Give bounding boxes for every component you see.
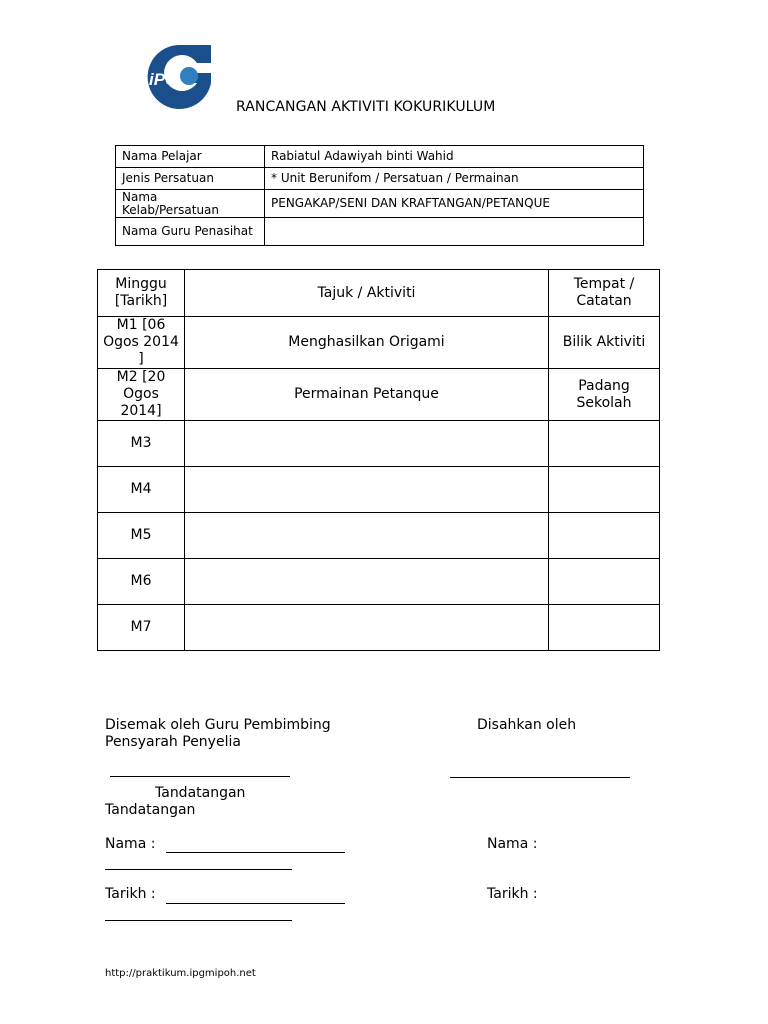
logo-text: iPG (149, 70, 179, 89)
week-cell: M3 (98, 421, 185, 467)
signature-line-right (450, 777, 630, 778)
place-cell (549, 421, 660, 467)
info-label: Nama Kelab/Persatuan (116, 190, 265, 218)
signature-label-left: Tandatangan (155, 785, 246, 801)
name-label-right: Nama : (487, 836, 538, 852)
week-cell: M1 [06 Ogos 2014 ] (98, 317, 185, 369)
info-value (265, 218, 644, 246)
place-cell (549, 559, 660, 605)
week-cell: M4 (98, 467, 185, 513)
week-cell: M5 (98, 513, 185, 559)
footer-url-link[interactable]: http://praktikum.ipgmipoh.net (105, 968, 256, 979)
info-row (116, 168, 644, 190)
week-cell: M6 (98, 559, 185, 605)
ipg-logo (147, 43, 213, 111)
activity-header-row (98, 270, 660, 317)
date-label-right: Tarikh : (487, 886, 538, 902)
activity-row (98, 317, 660, 369)
activity-row (98, 605, 660, 651)
week-cell: M7 (98, 605, 185, 651)
place-cell (549, 513, 660, 559)
activity-cell (185, 421, 549, 467)
info-row (116, 146, 644, 168)
signature-label-right: Tandatangan (105, 802, 196, 818)
activity-cell (185, 467, 549, 513)
info-row (116, 190, 644, 218)
date-line-left (166, 903, 345, 904)
date-label-left: Tarikh : (105, 886, 156, 902)
place-cell (549, 467, 660, 513)
name-line-right (105, 869, 292, 870)
week-cell: M2 [20 Ogos 2014] (98, 369, 185, 421)
place-cell: Padang Sekolah (549, 369, 660, 421)
name-line-left (166, 852, 345, 853)
activity-cell (185, 513, 549, 559)
activity-row (98, 421, 660, 467)
info-row (116, 218, 644, 246)
info-value: * Unit Berunifom / Persatuan / Permainan (265, 168, 644, 190)
document-title: RANCANGAN AKTIVITI KOKURIKULUM (236, 99, 496, 115)
info-label: Nama Guru Penasihat (116, 218, 265, 246)
approved-by-label: Disahkan oleh (477, 717, 577, 733)
approver-role-label: Pensyarah Penyelia (105, 734, 241, 750)
activity-cell (185, 559, 549, 605)
checked-by-label: Disemak oleh Guru Pembimbing (105, 717, 331, 733)
date-line-right (105, 920, 292, 921)
name-label-left: Nama : (105, 836, 156, 852)
header-place: Tempat / Catatan (549, 270, 660, 317)
activity-row (98, 559, 660, 605)
place-cell: Bilik Aktiviti (549, 317, 660, 369)
activity-cell: Menghasilkan Origami (185, 317, 549, 369)
header-activity: Tajuk / Aktiviti (185, 270, 549, 317)
header-week: Minggu [Tarikh] (98, 270, 185, 317)
student-info-table (115, 145, 644, 246)
activity-row (98, 467, 660, 513)
activity-table (97, 269, 660, 651)
signature-line-left (110, 776, 290, 777)
info-value: PENGAKAP/SENI DAN KRAFTANGAN/PETANQUE (265, 190, 644, 218)
place-cell (549, 605, 660, 651)
activity-cell: Permainan Petanque (185, 369, 549, 421)
info-label: Nama Pelajar (116, 146, 265, 168)
activity-row (98, 369, 660, 421)
activity-row (98, 513, 660, 559)
activity-cell (185, 605, 549, 651)
info-label: Jenis Persatuan (116, 168, 265, 190)
info-value: Rabiatul Adawiyah binti Wahid (265, 146, 644, 168)
